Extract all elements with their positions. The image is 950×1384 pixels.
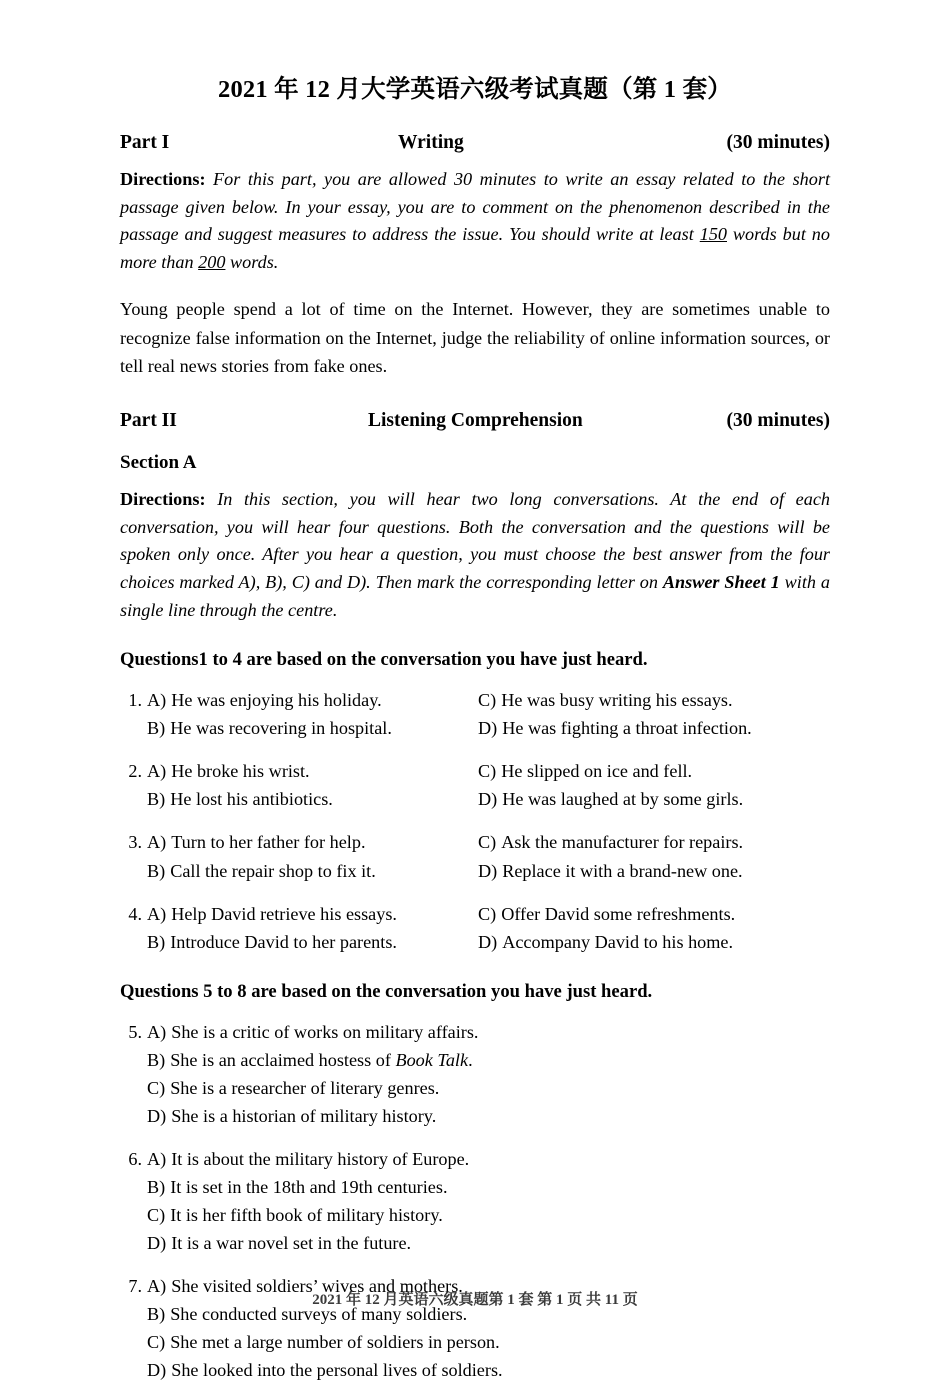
option-text-pre: She is an acclaimed hostess of — [170, 1049, 396, 1070]
option-text: Accompany David to his home. — [502, 931, 734, 952]
question-4-option-a[interactable] — [120, 900, 478, 928]
question-1-option-a[interactable] — [120, 686, 478, 714]
section-a-heading: Section A — [120, 452, 197, 474]
option-letter: C) — [478, 832, 497, 853]
question-number-spacer — [120, 1229, 147, 1257]
option-text: Introduce David to her parents. — [170, 931, 397, 952]
question-5-option-a[interactable] — [120, 1018, 830, 1046]
question-number-spacer — [120, 1201, 147, 1229]
option-letter: C) — [147, 1331, 166, 1352]
part1-directions-lead: Directions: — [120, 168, 206, 189]
option-letter: A) — [147, 761, 167, 782]
part2-time: (30 minutes) — [726, 410, 830, 432]
option-letter: B) — [147, 1303, 166, 1324]
option-text: He was busy writing his essays. — [501, 690, 733, 711]
question-3-row-1 — [120, 828, 830, 856]
option-letter: C) — [147, 1077, 166, 1098]
question-3 — [120, 828, 830, 884]
question-2-row-1 — [120, 757, 830, 785]
option-letter: C) — [478, 761, 497, 782]
option-text: She visited soldiers’ wives and mothers. — [171, 1275, 463, 1296]
option-text: She looked into the personal lives of soldiers. — [171, 1359, 503, 1380]
question-5-option-c[interactable] — [120, 1074, 830, 1102]
option-text: She is a researcher of literary genres. — [170, 1077, 440, 1098]
question-5 — [120, 1018, 830, 1130]
exam-paper-page — [120, 0, 831, 1380]
option-text: He slipped on ice and fell. — [501, 761, 693, 782]
question-1-option-d[interactable] — [478, 714, 830, 742]
question-6 — [120, 1145, 830, 1257]
question-4 — [120, 900, 830, 956]
question-5-number: 5. — [128, 1021, 142, 1042]
section-a-directions-text-2: with a single line through the centre. — [120, 572, 830, 620]
question-5-option-d[interactable] — [120, 1102, 830, 1130]
question-number-spacer — [120, 1074, 147, 1102]
option-text: He was enjoying his holiday. — [171, 690, 382, 711]
question-1-number: 1. — [128, 690, 142, 711]
option-letter: B) — [147, 1176, 166, 1197]
part1-directions — [120, 166, 830, 277]
option-letter: B) — [147, 860, 166, 881]
questions-1-4-leadin: Questions1 to 4 are based on the conversation you have just heard. — [120, 649, 648, 671]
question-6-option-c[interactable] — [120, 1201, 830, 1229]
option-text: Offer David some refreshments. — [501, 903, 736, 924]
option-letter: B) — [147, 931, 166, 952]
part1-passage: Young people spend a lot of time on the Internet. However, they are sometimes unable to recognize false information on the Internet, judge the reliability of online information sources, or tell real news stories from fake ones. — [120, 299, 830, 376]
question-4-row-2 — [120, 928, 830, 956]
option-text: Call the repair shop to fix it. — [170, 860, 376, 881]
part1-min-words: 150 — [699, 224, 727, 245]
option-letter: B) — [147, 789, 166, 810]
option-text: He broke his wrist. — [171, 761, 310, 782]
question-number-spacer — [120, 714, 147, 742]
question-3-option-d[interactable] — [478, 857, 830, 885]
question-2-option-a[interactable] — [120, 757, 478, 785]
answer-sheet-reference: Answer Sheet 1 — [662, 572, 780, 593]
part2-label: Part II — [120, 410, 177, 432]
question-4-option-c[interactable] — [478, 900, 830, 928]
question-2 — [120, 757, 830, 813]
question-number-spacer — [120, 1356, 147, 1384]
option-letter: A) — [147, 903, 167, 924]
question-2-row-2 — [120, 785, 830, 813]
part1-label: Part I — [120, 131, 170, 153]
question-6-number: 6. — [128, 1148, 142, 1169]
question-2-option-c[interactable] — [478, 757, 830, 785]
book-title-italic: Book Talk — [395, 1049, 469, 1070]
option-letter: A) — [147, 1148, 167, 1169]
option-text: Help David retrieve his essays. — [171, 903, 397, 924]
option-letter: A) — [147, 1275, 167, 1296]
option-letter: D) — [478, 931, 498, 952]
option-letter: B) — [147, 718, 166, 739]
option-text-post: . — [468, 1049, 473, 1070]
question-7-option-d[interactable] — [120, 1356, 830, 1384]
option-text: He was laughed at by some girls. — [502, 789, 744, 810]
section-a-directions — [120, 486, 830, 624]
part2-header — [120, 410, 830, 432]
option-text: She conducted surveys of many soldiers. — [170, 1303, 468, 1324]
option-letter: D) — [478, 860, 498, 881]
option-letter: C) — [147, 1204, 166, 1225]
option-text: It is her fifth book of military history. — [170, 1204, 443, 1225]
part1-time: (30 minutes) — [726, 131, 830, 153]
question-number-spacer — [120, 1328, 147, 1356]
option-text: He lost his antibiotics. — [170, 789, 333, 810]
question-3-row-2 — [120, 857, 830, 885]
question-5-option-b[interactable] — [120, 1046, 830, 1074]
question-1-row-2 — [120, 714, 830, 742]
question-3-number: 3. — [128, 832, 142, 853]
option-letter: A) — [147, 832, 167, 853]
page-footer: 2021 年 12 月英语六级真题第 1 套 第 1 页 共 11 页 — [312, 1292, 638, 1308]
option-text: He was fighting a throat infection. — [502, 718, 752, 739]
part1-header — [120, 132, 830, 154]
page-title: 2021 年 12 月大学英语六级考试真题（第 1 套） — [218, 76, 732, 103]
question-2-option-d[interactable] — [478, 785, 830, 813]
option-letter: C) — [478, 903, 497, 924]
part1-directions-text-2: words but no more than — [120, 224, 830, 272]
question-3-option-b[interactable] — [120, 857, 478, 885]
questions-5-8-leadin: Questions 5 to 8 are based on the conversation you have just heard. — [120, 980, 653, 1002]
question-2-option-b[interactable] — [120, 785, 478, 813]
part1-directions-text-3: words. — [225, 251, 279, 272]
question-3-option-c[interactable] — [478, 828, 830, 856]
option-letter: C) — [478, 690, 497, 711]
option-text: She met a large number of soldiers in person. — [170, 1331, 500, 1352]
question-6-option-d[interactable] — [120, 1229, 830, 1257]
question-1-option-b[interactable] — [120, 714, 478, 742]
option-text: Ask the manufacturer for repairs. — [501, 832, 744, 853]
part2-name: Listening Comprehension — [368, 410, 583, 432]
question-number-spacer — [120, 1046, 147, 1074]
option-text: It is a war novel set in the future. — [171, 1232, 412, 1253]
option-text — [170, 1046, 830, 1074]
option-letter: B) — [147, 1049, 166, 1070]
question-6-option-a[interactable] — [120, 1145, 830, 1173]
option-text: It is set in the 18th and 19th centuries. — [170, 1176, 448, 1197]
option-letter: D) — [147, 1359, 167, 1380]
question-6-option-b[interactable] — [120, 1173, 830, 1201]
section-a-directions-lead: Directions: — [120, 489, 206, 510]
option-letter: A) — [147, 690, 167, 711]
question-4-row-1 — [120, 900, 830, 928]
option-text: Turn to her father for help. — [171, 832, 366, 853]
part1-name: Writing — [398, 131, 464, 153]
option-letter: D) — [478, 789, 498, 810]
question-7-number: 7. — [128, 1275, 142, 1296]
option-letter: D) — [147, 1105, 167, 1126]
question-number-spacer — [120, 785, 147, 813]
part1-directions-text-1: For this part, you are allowed 30 minutes to write an essay related to the short passage given below. In your essay, you are to comment on the phenomenon described in the passage and suggest measures to address the issue. You should write at least — [120, 168, 830, 245]
option-letter: D) — [478, 718, 498, 739]
question-number-spacer — [120, 1173, 147, 1201]
option-text: It is about the military history of Europe. — [171, 1148, 470, 1169]
question-number-spacer — [120, 928, 147, 956]
question-1-row-1 — [120, 686, 830, 714]
question-4-option-d[interactable] — [478, 928, 830, 956]
question-1 — [120, 686, 830, 742]
option-letter: A) — [147, 1021, 167, 1042]
question-4-option-b[interactable] — [120, 928, 478, 956]
question-3-option-a[interactable] — [120, 828, 478, 856]
question-1-option-c[interactable] — [478, 686, 830, 714]
option-text: Replace it with a brand-new one. — [502, 860, 743, 881]
question-number-spacer — [120, 1102, 147, 1130]
part1-max-words: 200 — [198, 251, 226, 272]
option-letter: D) — [147, 1232, 167, 1253]
question-4-number: 4. — [128, 903, 142, 924]
question-number-spacer — [120, 857, 147, 885]
option-text: She is a critic of works on military affairs. — [171, 1021, 479, 1042]
option-text: He was recovering in hospital. — [170, 718, 392, 739]
question-2-number: 2. — [128, 761, 142, 782]
section-a-directions-text-1: In this section, you will hear two long conversations. At the end of each conversation, you will hear four questions. Both the conversation and the questions will be spoken only once. After you hear a question, you must choose the best answer from the four choices marked A), B), C) and D). Then mark the corresponding letter on — [120, 489, 831, 593]
option-text: She is a historian of military history. — [171, 1105, 437, 1126]
question-7-option-c[interactable] — [120, 1328, 830, 1356]
